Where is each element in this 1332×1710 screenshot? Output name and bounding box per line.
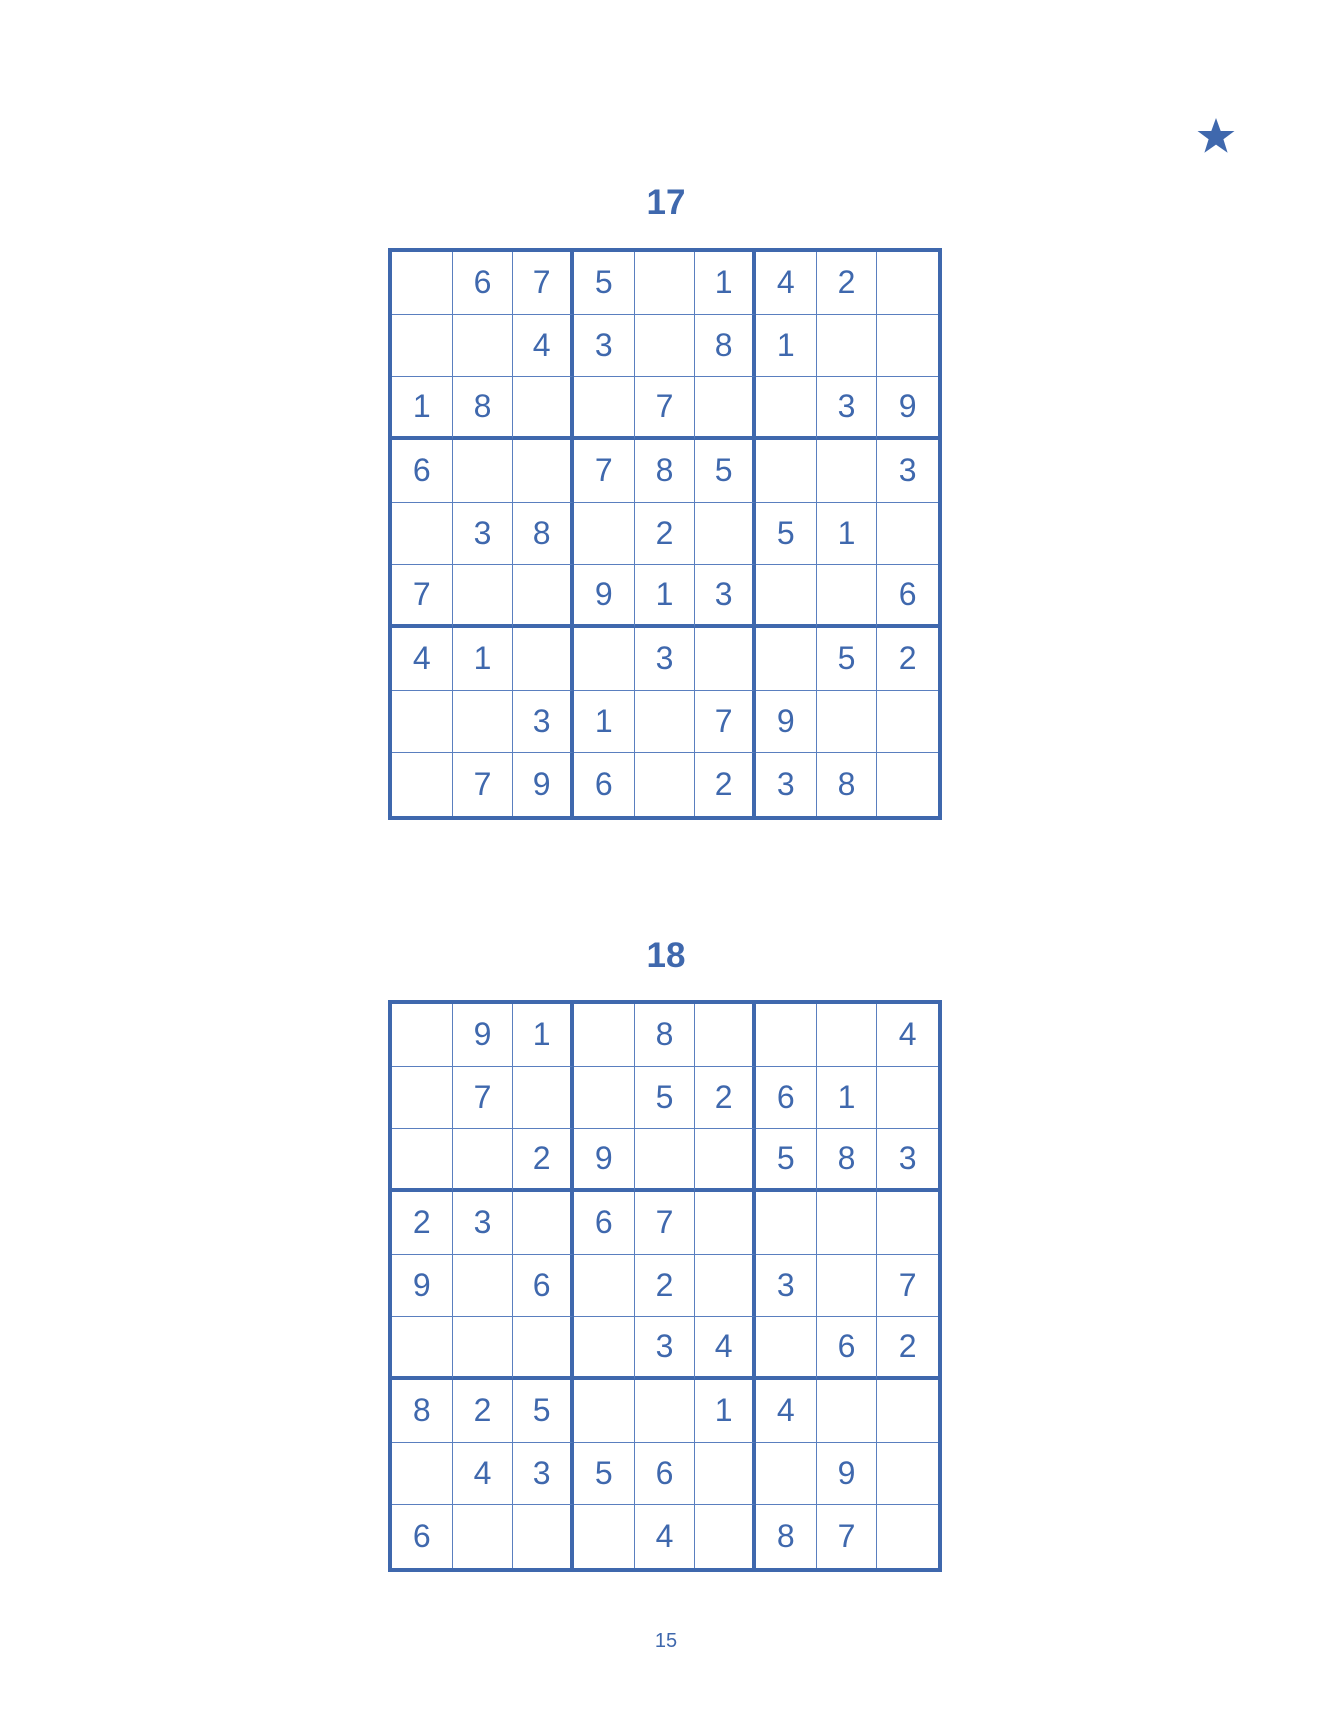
sudoku-cell <box>817 1380 878 1443</box>
sudoku-cell: 9 <box>817 1443 878 1506</box>
sudoku-cell <box>453 565 514 628</box>
sudoku-cell <box>392 1443 453 1506</box>
sudoku-cell: 1 <box>574 691 635 754</box>
sudoku-cell <box>574 1067 635 1130</box>
star-icon <box>1196 116 1236 156</box>
sudoku-cell: 3 <box>574 315 635 378</box>
sudoku-cell <box>877 691 938 754</box>
sudoku-cell: 4 <box>756 252 817 315</box>
sudoku-cell <box>513 1192 574 1255</box>
sudoku-cell <box>756 565 817 628</box>
sudoku-cell <box>817 1255 878 1318</box>
sudoku-cell <box>877 315 938 378</box>
sudoku-cell <box>695 377 756 440</box>
sudoku-cell: 3 <box>695 565 756 628</box>
sudoku-cell: 2 <box>635 1255 696 1318</box>
sudoku-cell <box>695 628 756 691</box>
sudoku-cell <box>877 1192 938 1255</box>
sudoku-cell <box>877 1380 938 1443</box>
sudoku-cell: 4 <box>877 1004 938 1067</box>
sudoku-cell: 9 <box>574 565 635 628</box>
sudoku-cell: 6 <box>574 753 635 816</box>
sudoku-cell: 2 <box>877 628 938 691</box>
sudoku-cell <box>817 315 878 378</box>
sudoku-cell <box>756 1192 817 1255</box>
sudoku-cell <box>756 1443 817 1506</box>
puzzle-title: 17 <box>646 183 686 222</box>
sudoku-cell: 3 <box>513 691 574 754</box>
sudoku-cell <box>574 1505 635 1568</box>
sudoku-cell: 7 <box>574 440 635 503</box>
sudoku-cell <box>513 1505 574 1568</box>
sudoku-cell <box>635 315 696 378</box>
sudoku-cell <box>392 1129 453 1192</box>
sudoku-cell: 7 <box>513 252 574 315</box>
sudoku-cell: 5 <box>695 440 756 503</box>
sudoku-cell <box>817 1004 878 1067</box>
sudoku-cell <box>513 565 574 628</box>
sudoku-cell: 1 <box>392 377 453 440</box>
sudoku-cell: 9 <box>392 1255 453 1318</box>
sudoku-cell <box>453 1129 514 1192</box>
sudoku-cell <box>635 691 696 754</box>
sudoku-cell: 7 <box>695 691 756 754</box>
sudoku-cell: 4 <box>392 628 453 691</box>
sudoku-cell: 7 <box>453 1067 514 1130</box>
sudoku-cell <box>574 1317 635 1380</box>
sudoku-cell: 4 <box>513 315 574 378</box>
sudoku-cell: 5 <box>756 1129 817 1192</box>
sudoku-cell: 2 <box>817 252 878 315</box>
sudoku-cell: 5 <box>513 1380 574 1443</box>
sudoku-cell <box>513 377 574 440</box>
sudoku-cell <box>695 1443 756 1506</box>
sudoku-cell: 1 <box>695 252 756 315</box>
sudoku-cell <box>817 691 878 754</box>
sudoku-cell <box>635 252 696 315</box>
sudoku-cell <box>453 1505 514 1568</box>
sudoku-cell: 1 <box>817 503 878 566</box>
sudoku-cell: 9 <box>513 753 574 816</box>
sudoku-cell <box>453 1255 514 1318</box>
sudoku-cell: 6 <box>392 440 453 503</box>
sudoku-cell: 5 <box>817 628 878 691</box>
sudoku-cell <box>513 628 574 691</box>
sudoku-cell: 8 <box>695 315 756 378</box>
sudoku-cell: 6 <box>756 1067 817 1130</box>
sudoku-grid <box>388 1000 942 1572</box>
sudoku-cell <box>877 1505 938 1568</box>
sudoku-cell: 3 <box>453 1192 514 1255</box>
sudoku-cell: 1 <box>817 1067 878 1130</box>
sudoku-cell <box>574 377 635 440</box>
sudoku-cell: 9 <box>877 377 938 440</box>
sudoku-cell <box>453 691 514 754</box>
sudoku-cell <box>756 1004 817 1067</box>
sudoku-cell <box>756 1317 817 1380</box>
sudoku-cell: 6 <box>877 565 938 628</box>
sudoku-cell: 3 <box>635 628 696 691</box>
sudoku-cell: 2 <box>453 1380 514 1443</box>
sudoku-cell <box>695 1192 756 1255</box>
sudoku-cell <box>817 1192 878 1255</box>
sudoku-cell: 9 <box>574 1129 635 1192</box>
sudoku-cell: 3 <box>513 1443 574 1506</box>
sudoku-cell: 1 <box>695 1380 756 1443</box>
sudoku-cell <box>635 1129 696 1192</box>
sudoku-cell: 7 <box>817 1505 878 1568</box>
sudoku-cell <box>574 1380 635 1443</box>
sudoku-cell <box>695 1129 756 1192</box>
sudoku-cell <box>817 565 878 628</box>
sudoku-cell: 3 <box>877 1129 938 1192</box>
sudoku-cell <box>392 753 453 816</box>
sudoku-cell: 8 <box>817 1129 878 1192</box>
sudoku-cell <box>392 1317 453 1380</box>
sudoku-cell: 6 <box>574 1192 635 1255</box>
sudoku-cell <box>513 440 574 503</box>
sudoku-cell <box>635 1380 696 1443</box>
sudoku-cell: 8 <box>513 503 574 566</box>
puzzle-title: 18 <box>646 936 686 975</box>
sudoku-cell: 8 <box>453 377 514 440</box>
sudoku-cell <box>817 440 878 503</box>
sudoku-cell: 2 <box>695 753 756 816</box>
sudoku-cell: 2 <box>877 1317 938 1380</box>
sudoku-cell <box>392 503 453 566</box>
sudoku-cell: 7 <box>877 1255 938 1318</box>
sudoku-cell: 6 <box>513 1255 574 1318</box>
sudoku-cell <box>513 1317 574 1380</box>
sudoku-cell <box>574 1004 635 1067</box>
sudoku-cell: 1 <box>635 565 696 628</box>
sudoku-cell <box>574 503 635 566</box>
sudoku-cell <box>877 1443 938 1506</box>
sudoku-cell: 7 <box>635 377 696 440</box>
sudoku-cell <box>392 252 453 315</box>
page-number: 15 <box>654 1630 678 1652</box>
sudoku-cell: 1 <box>453 628 514 691</box>
sudoku-cell: 3 <box>756 1255 817 1318</box>
sudoku-cell <box>635 753 696 816</box>
sudoku-cell <box>392 1067 453 1130</box>
sudoku-cell: 4 <box>695 1317 756 1380</box>
sudoku-cell <box>574 1255 635 1318</box>
sudoku-cell: 8 <box>817 753 878 816</box>
sudoku-cell <box>392 691 453 754</box>
sudoku-cell: 2 <box>513 1129 574 1192</box>
sudoku-cell <box>453 440 514 503</box>
sudoku-cell <box>756 377 817 440</box>
sudoku-cell: 9 <box>756 691 817 754</box>
sudoku-cell <box>453 315 514 378</box>
sudoku-cell <box>877 503 938 566</box>
sudoku-cell <box>877 753 938 816</box>
sudoku-cell: 2 <box>635 503 696 566</box>
sudoku-cell: 7 <box>453 753 514 816</box>
sudoku-cell: 4 <box>453 1443 514 1506</box>
sudoku-cell <box>877 252 938 315</box>
sudoku-cell: 3 <box>635 1317 696 1380</box>
sudoku-cell: 2 <box>695 1067 756 1130</box>
sudoku-cell: 5 <box>756 503 817 566</box>
sudoku-cell: 8 <box>635 440 696 503</box>
sudoku-cell: 5 <box>574 1443 635 1506</box>
sudoku-cell <box>513 1067 574 1130</box>
sudoku-cell: 5 <box>635 1067 696 1130</box>
sudoku-cell: 6 <box>817 1317 878 1380</box>
sudoku-cell: 8 <box>635 1004 696 1067</box>
sudoku-cell: 3 <box>453 503 514 566</box>
sudoku-cell <box>695 1505 756 1568</box>
sudoku-cell: 3 <box>756 753 817 816</box>
sudoku-cell: 1 <box>513 1004 574 1067</box>
sudoku-cell: 8 <box>756 1505 817 1568</box>
sudoku-cell: 6 <box>453 252 514 315</box>
sudoku-cell: 1 <box>756 315 817 378</box>
sudoku-cell: 8 <box>392 1380 453 1443</box>
sudoku-cell <box>574 628 635 691</box>
sudoku-cell <box>392 315 453 378</box>
sudoku-cell: 7 <box>392 565 453 628</box>
sudoku-cell <box>392 1004 453 1067</box>
sudoku-cell: 4 <box>635 1505 696 1568</box>
sudoku-cell <box>756 440 817 503</box>
sudoku-cell: 7 <box>635 1192 696 1255</box>
sudoku-cell <box>695 1255 756 1318</box>
sudoku-cell <box>756 628 817 691</box>
sudoku-cell: 3 <box>877 440 938 503</box>
sudoku-cell: 4 <box>756 1380 817 1443</box>
sudoku-cell: 6 <box>635 1443 696 1506</box>
sudoku-cell: 6 <box>392 1505 453 1568</box>
sudoku-cell <box>695 503 756 566</box>
sudoku-grid <box>388 248 942 820</box>
sudoku-cell: 2 <box>392 1192 453 1255</box>
sudoku-cell: 5 <box>574 252 635 315</box>
sudoku-cell: 3 <box>817 377 878 440</box>
sudoku-cell <box>453 1317 514 1380</box>
sudoku-cell <box>695 1004 756 1067</box>
sudoku-cell: 9 <box>453 1004 514 1067</box>
sudoku-cell <box>877 1067 938 1130</box>
